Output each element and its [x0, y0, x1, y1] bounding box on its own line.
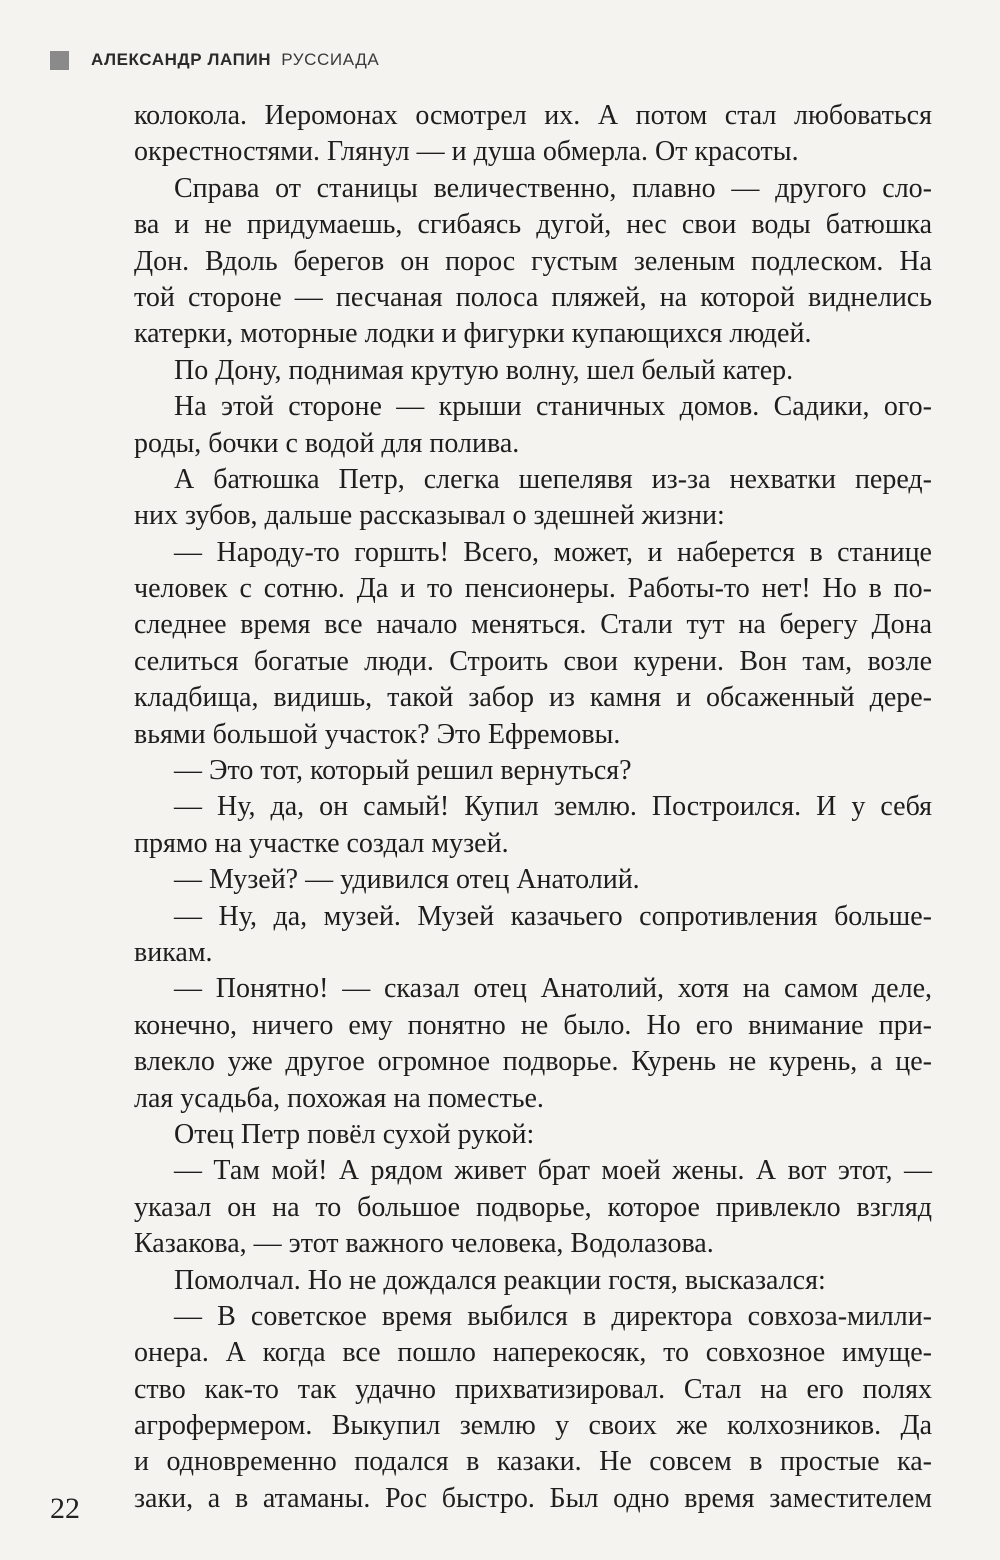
- text-line: — Это тот, который решил вернуться?: [174, 755, 632, 787]
- text-line: Справа от станицы величественно, плавно — другого сло-: [174, 172, 932, 204]
- text-line: и одновременно подался в казаки. Не совсем в простые ка-: [134, 1446, 932, 1478]
- text-line: Дон. Вдоль берегов он порос густым зеленым подлеском. На: [134, 245, 932, 277]
- running-head: [50, 48, 379, 72]
- text-line: ство как-то так удачно прихватизировал. Стал на его полях: [134, 1373, 932, 1405]
- text-line: — Ну, да, он самый! Купил землю. Построился. И у себя: [174, 791, 932, 823]
- text-line: конечно, ничего ему понятно не было. Но его внимание при-: [134, 1009, 932, 1041]
- author-name: АЛЕКСАНДР ЛАПИН: [91, 50, 272, 69]
- text-line: колокола. Иеромонах осмотрел их. А потом стал любоваться: [134, 100, 932, 131]
- text-line: — Народу-то горшть! Всего, может, и наберется в станице: [174, 536, 932, 568]
- text-line: той стороне — песчаная полоса пляжей, на которой виднелись: [134, 281, 932, 313]
- text-line: влекло уже другое огромное подворье. Курень не курень, а це-: [134, 1046, 932, 1078]
- text-line: — В советское время выбился в директора совхоза-милли-: [174, 1300, 932, 1332]
- text-line: — Понятно! — сказал отец Анатолий, хотя на самом деле,: [174, 973, 932, 1005]
- text-line: А батюшка Петр, слегка шепелявя из-за нехватки перед-: [174, 463, 932, 495]
- text-line: На этой стороне — крыши станичных домов. Садики, ого-: [174, 391, 932, 423]
- text-line: — Ну, да, музей. Музей казачьего сопротивления больше-: [174, 900, 932, 932]
- book-title: РУССИАДА: [281, 50, 380, 69]
- text-line: роды, бочки с водой для полива.: [134, 427, 520, 459]
- text-line: человек с сотню. Да и то пенсионеры. Работы-то нет! Но в по-: [134, 573, 932, 605]
- text-line: Казакова, — этот важного человека, Водолазова.: [134, 1228, 714, 1260]
- text-line: вьями большой участок? Это Ефремовы.: [134, 718, 621, 750]
- running-head-marker: [50, 51, 69, 70]
- text-line: По Дону, поднимая крутую волну, шел белый катер.: [174, 354, 794, 386]
- text-line: селиться богатые люди. Строить свои курени. Вон там, возле: [134, 645, 932, 677]
- text-line: агрофермером. Выкупил землю у своих же колхозников. Да: [134, 1410, 932, 1442]
- text-line: катерки, моторные лодки и фигурки купающихся людей.: [134, 318, 812, 350]
- text-line: Отец Петр повёл сухой рукой:: [174, 1118, 535, 1150]
- text-line: следнее время все начало меняться. Стали тут на берегу Дона: [134, 609, 932, 641]
- text-line: окрестностями. Глянул — и душа обмерла. От красоты.: [134, 136, 799, 168]
- text-line: — Там мой! А рядом живет брат моей жены. А вот этот, —: [174, 1155, 932, 1187]
- page-number: 22: [50, 1492, 80, 1525]
- text-line: прямо на участке создал музей.: [134, 827, 509, 859]
- body-text: [134, 98, 932, 1517]
- text-line: лая усадьба, похожая на поместье.: [134, 1082, 544, 1114]
- text-line: — Музей? — удивился отец Анатолий.: [174, 864, 640, 896]
- text-line: викам.: [134, 936, 213, 968]
- text-line: заки, а в атаманы. Рос быстро. Был одно время заместителем: [134, 1482, 932, 1514]
- text-line: кладбища, видишь, такой забор из камня и обсаженный дере-: [134, 682, 932, 714]
- text-line: онера. А когда все пошло наперекосяк, то совхозное имуще-: [134, 1337, 932, 1369]
- text-line: ва и не придумаешь, сгибаясь дугой, нес свои воды батюшка: [134, 209, 932, 241]
- text-line: Помолчал. Но не дождался реакции гостя, высказался:: [174, 1264, 826, 1296]
- text-line: указал он на то большое подворье, которое привлекло взгляд: [134, 1191, 932, 1223]
- text-line: них зубов, дальше рассказывал о здешней жизни:: [134, 500, 725, 532]
